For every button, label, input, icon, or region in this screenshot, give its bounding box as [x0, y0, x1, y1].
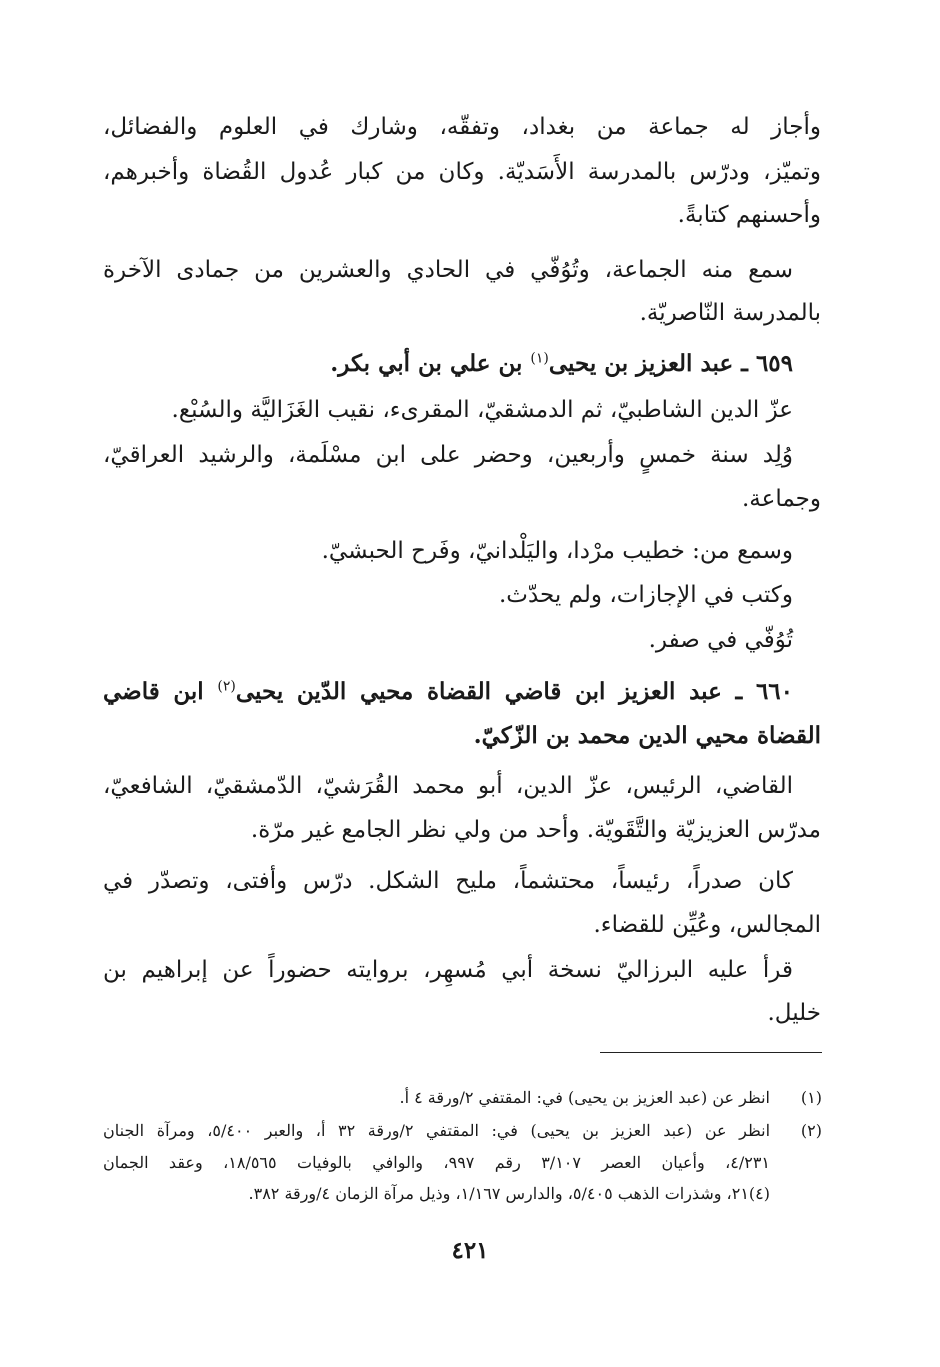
entry-heading-rest: بن علي بن أبي بكر.	[330, 350, 531, 377]
body-text-line: وُلِد سنة خمسٍ وأربعين، وحضر على ابن مسْلَمة، والرشيد العراقيّ،	[103, 442, 793, 468]
entry-heading-name: ٦٥٩ ـ عبد العزيز بن يحيى	[548, 350, 793, 377]
footnote-ref: (٢)	[217, 678, 236, 695]
footnote-number: (٢)	[800, 1121, 822, 1140]
footnote-text: ٤/٢٣١، وأعيان العصر ٣/١٠٧ رقم ٩٩٧، والوافي بالوفيات ١٨/٥٦٥، وعقد الجمان	[103, 1153, 771, 1172]
body-text-line: سمع منه الجماعة، وتُوُفّي في الحادي والعشرين من جمادى الآخرة	[103, 257, 793, 283]
footnote-text: انظر عن (عبد العزيز بن يحيى) في: المقتفي ٢/ورقة ٣٢ أ، والعبر ٥/٤٠٠، ومرآة الجنان	[103, 1121, 771, 1140]
body-text-line: وسمع من: خطيب مرْدا، واليَلْدانيّ، وفَرح الحبشيّ.	[321, 538, 793, 564]
body-text-line: وتميّز، ودرّس بالمدرسة الأَسَديّة. وكان من كبار عُدول القُضاة وأخبرهم،	[103, 159, 821, 185]
body-text-line: وجماعة.	[742, 486, 821, 512]
entry-heading-name: ٦٦٠ ـ عبد العزيز ابن قاضي القضاة محيي الدّين يحيى	[235, 678, 793, 705]
entry-heading-rest: ابن قاضي	[103, 678, 218, 705]
entry-660-heading	[103, 677, 793, 707]
entry-659-heading	[103, 349, 793, 379]
footnote-separator	[600, 1052, 822, 1053]
body-text-line: المجالس، وعُيِّن للقضاء.	[593, 912, 821, 938]
body-text-line: عزّ الدين الشاطبيّ، ثم الدمشقيّ، المقرىء، نقيب الغَزَاليَّة والسُبْع.	[171, 397, 793, 423]
footnote-text: انظر عن (عبد العزيز بن يحيى) في: المقتفي ٢/ورقة ٤ أ.	[399, 1088, 770, 1107]
footnote-number: (١)	[800, 1088, 822, 1107]
body-text-line: مدرّس العزيزيّة والتَّقَويّة. وأحد من ولي نظر الجامع غير مرّة.	[250, 817, 821, 843]
body-text-line: وكتب في الإجازات، ولم يحدّث.	[498, 582, 793, 608]
page-number: ٤٢١	[451, 1237, 489, 1264]
body-text-line: قرأ عليه البرزاليّ نسخة أبي مُسهِر، بروايته حضوراً عن إبراهيم بن	[103, 957, 793, 983]
body-text-line: خليل.	[767, 1000, 821, 1026]
body-text-line: وأحسنهم كتابةً.	[677, 202, 821, 228]
body-text-line: القاضي، الرئيس، عزّ الدين، أبو محمد القُرَشيّ، الدّمشقيّ، الشافعيّ،	[103, 773, 793, 799]
body-text-line: كان صدراً، رئيساً، محتشماً، مليح الشكل. درّس وأفتى، وتصدّر في	[103, 868, 793, 894]
body-text-line: تُوُفّي في صفر.	[648, 627, 793, 653]
entry-660-heading-continued: القضاة محيي الدين محمد بن الزّكيّ.	[473, 722, 821, 749]
footnote-text: (٤)٢١، وشذرات الذهب ٥/٤٠٥، والدارس ١/١٦٧، وذيل مرآة الزمان ٤/ورقة ٣٨٢.	[248, 1184, 770, 1203]
footnote-ref: (١)	[530, 350, 549, 367]
body-text-line: وأجاز له جماعة من بغداد، وتفقّه، وشارك في العلوم والفضائل،	[103, 114, 821, 140]
body-text-line: بالمدرسة النّاصريّة.	[639, 300, 821, 326]
